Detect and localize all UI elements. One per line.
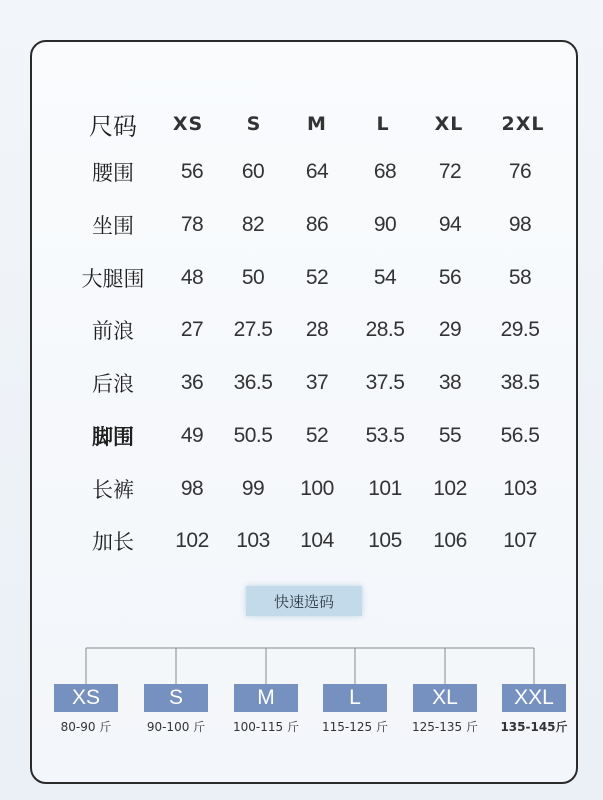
table-cell: 27.5 <box>233 318 273 341</box>
table-cell: 38.5 <box>500 371 540 394</box>
row-label-back-rise: 后浪 <box>92 372 134 396</box>
table-cell: 48 <box>180 266 204 289</box>
table-cell: 98 <box>508 213 532 236</box>
row-label-thigh: 大腿围 <box>81 267 145 291</box>
table-cell: 38 <box>438 371 462 394</box>
table-cell: 100 <box>300 477 334 500</box>
table-cell: 27 <box>180 318 204 341</box>
header-size-xl: XL <box>434 113 464 135</box>
size-option-xxl[interactable]: XXL <box>502 684 566 712</box>
table-cell: 49 <box>180 424 204 447</box>
size-option-xs[interactable]: XS <box>54 684 118 712</box>
weight-range-xl: 125-135 斤 <box>412 720 478 734</box>
table-cell: 56 <box>180 160 204 183</box>
row-label-extended-length: 加长 <box>92 530 134 554</box>
table-cell: 55 <box>438 424 462 447</box>
table-cell: 56 <box>438 266 462 289</box>
table-cell: 72 <box>438 160 462 183</box>
quick-size-select-button[interactable]: 快速选码 <box>246 586 362 616</box>
table-cell: 98 <box>180 477 204 500</box>
size-option-xl[interactable]: XL <box>413 684 477 712</box>
table-cell: 50.5 <box>233 424 273 447</box>
table-cell: 105 <box>368 529 402 552</box>
table-cell: 29 <box>438 318 462 341</box>
table-cell: 102 <box>175 529 209 552</box>
size-option-l[interactable]: L <box>323 684 387 712</box>
table-cell: 58 <box>508 266 532 289</box>
header-size-2xl: 2XL <box>501 113 545 135</box>
table-cell: 36.5 <box>233 371 273 394</box>
table-cell: 82 <box>241 213 265 236</box>
header-size-label: 尺码 <box>89 112 137 141</box>
table-cell: 56.5 <box>500 424 540 447</box>
table-cell: 107 <box>503 529 537 552</box>
table-cell: 68 <box>373 160 397 183</box>
header-size-m: M <box>307 113 327 135</box>
size-chart-card <box>30 40 578 784</box>
table-cell: 50 <box>241 266 265 289</box>
table-cell: 86 <box>305 213 329 236</box>
table-cell: 60 <box>241 160 265 183</box>
table-cell: 54 <box>373 266 397 289</box>
table-cell: 78 <box>180 213 204 236</box>
table-cell: 103 <box>503 477 537 500</box>
row-label-front-rise: 前浪 <box>92 319 134 343</box>
table-cell: 52 <box>305 424 329 447</box>
table-cell: 36 <box>180 371 204 394</box>
row-label-waist: 腰围 <box>92 161 134 185</box>
weight-range-xs: 80-90 斤 <box>60 720 112 734</box>
table-cell: 52 <box>305 266 329 289</box>
table-cell: 102 <box>433 477 467 500</box>
header-size-l: L <box>376 113 390 135</box>
table-cell: 28.5 <box>365 318 405 341</box>
weight-range-m: 100-115 斤 <box>233 720 299 734</box>
size-option-m[interactable]: M <box>234 684 298 712</box>
row-label-trousers-length: 长裤 <box>92 478 134 502</box>
table-cell: 76 <box>508 160 532 183</box>
weight-range-xxl: 135-145斤 <box>500 720 568 734</box>
table-cell: 53.5 <box>365 424 405 447</box>
weight-range-s: 90-100 斤 <box>146 720 206 734</box>
table-cell: 94 <box>438 213 462 236</box>
table-cell: 64 <box>305 160 329 183</box>
row-label-hip: 坐围 <box>92 214 134 238</box>
row-label-leg-opening: 脚围 <box>92 425 134 449</box>
table-cell: 90 <box>373 213 397 236</box>
header-size-xs: XS <box>172 113 204 135</box>
size-option-s[interactable]: S <box>144 684 208 712</box>
table-cell: 103 <box>236 529 270 552</box>
table-cell: 104 <box>300 529 334 552</box>
table-cell: 99 <box>241 477 265 500</box>
table-cell: 29.5 <box>500 318 540 341</box>
table-cell: 37 <box>305 371 329 394</box>
table-cell: 37.5 <box>365 371 405 394</box>
table-cell: 28 <box>305 318 329 341</box>
table-cell: 106 <box>433 529 467 552</box>
weight-range-l: 115-125 斤 <box>322 720 388 734</box>
header-size-s: S <box>246 113 262 135</box>
table-cell: 101 <box>368 477 402 500</box>
